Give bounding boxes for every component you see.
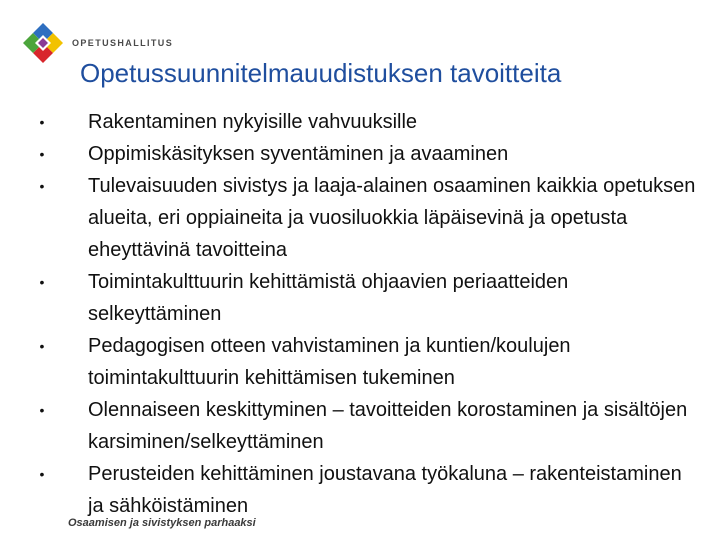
list-item <box>36 394 701 458</box>
bullet-icon: • <box>39 114 45 130</box>
list-item-text: Oppimiskäsityksen syventäminen ja avaaminen <box>88 143 509 165</box>
bullet-icon: • <box>39 466 45 482</box>
bullet-list <box>36 106 701 522</box>
list-item-text: Pedagogisen otteen vahvistaminen ja kuntien/koulujen toimintakulttuurin kehittämisen tukeminen <box>88 335 571 389</box>
bullet-icon: • <box>39 146 45 162</box>
bullet-icon: • <box>39 274 45 290</box>
list-item <box>36 266 701 330</box>
list-item <box>36 138 701 170</box>
list-item <box>36 330 701 394</box>
list-item-text: Rakentaminen nykyisille vahvuuksille <box>88 111 418 133</box>
logo-text: OPETUSHALLITUS <box>72 38 174 48</box>
list-item <box>36 458 701 522</box>
diamond-logo-icon <box>22 22 64 64</box>
bullet-icon: • <box>39 402 45 418</box>
bullet-icon: • <box>39 178 45 194</box>
list-item-text: Tulevaisuuden sivistys ja laaja-alainen osaaminen kaikkia opetuksen alueita, eri oppiaineita ja vuosiluokkia läpäisevinä ja opetusta eheyttävinä tavoitteina <box>88 175 696 261</box>
list-item-text: Perusteiden kehittäminen joustavana työkaluna – rakenteistaminen ja sähköistäminen <box>88 463 682 517</box>
bullet-icon: • <box>39 338 45 354</box>
footer-slogan: Osaamisen ja sivistyksen parhaaksi <box>68 517 256 529</box>
page-title: Opetussuunnitelmauudistuksen tavoitteita <box>80 58 562 88</box>
list-item <box>36 106 701 138</box>
list-item-text: Olennaiseen keskittyminen – tavoitteiden korostaminen ja sisältöjen karsiminen/selkeyttäminen <box>88 399 688 453</box>
list-item-text: Toimintakulttuurin kehittämistä ohjaavien periaatteiden selkeyttäminen <box>88 271 569 325</box>
list-item <box>36 170 701 266</box>
